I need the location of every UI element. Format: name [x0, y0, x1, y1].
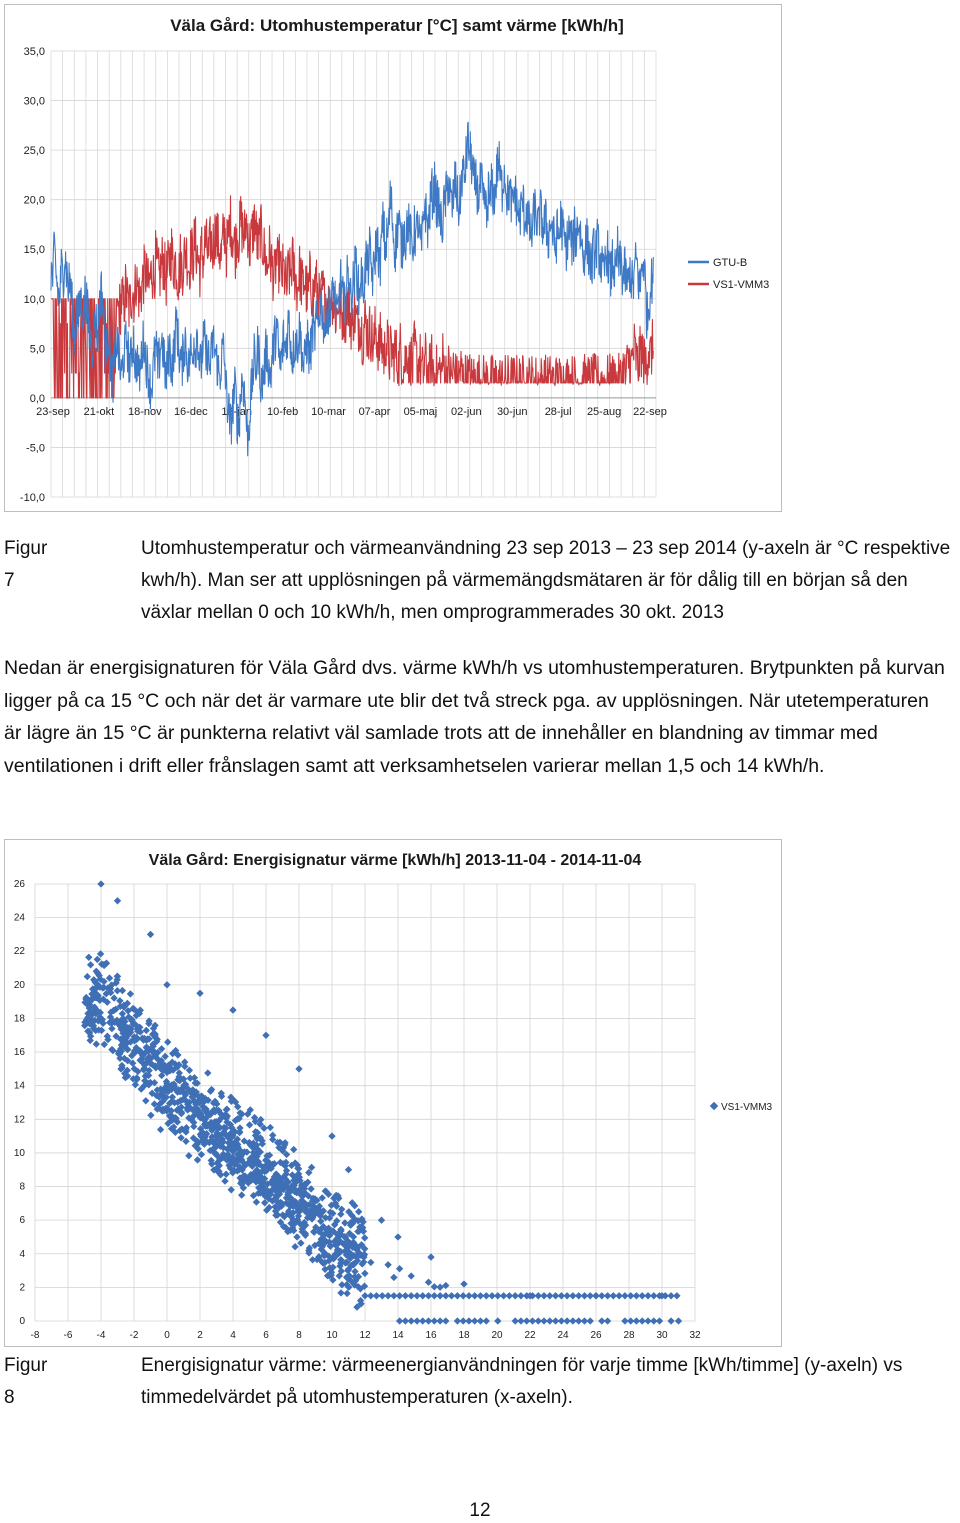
scatter-point	[164, 1038, 171, 1045]
scatter-point	[106, 974, 113, 981]
figure-8-text: Energisignatur värme: värmeenergianvändningen för varje timme [kWh/timme] (y-axeln) vs timmedelvärdet på utomhustemperaturen (x-axeln).	[141, 1355, 903, 1408]
scatter-point	[85, 954, 92, 961]
x-tick-label: 6	[263, 1330, 269, 1341]
legend-label-vs1-vmm3: VS1-VMM3	[713, 279, 770, 291]
x-tick-label: 28-jul	[544, 405, 572, 418]
figure-8-label: Figur 8	[4, 1355, 48, 1408]
x-tick-label: 18-nov	[128, 405, 162, 418]
x-tick-label: 22	[524, 1330, 536, 1341]
scatter-point	[143, 1027, 150, 1034]
temperature-heat-chart-canvas	[5, 5, 783, 513]
scatter-point	[190, 1123, 197, 1130]
x-tick-label: -4	[96, 1330, 106, 1341]
x-tick-label: 8	[296, 1330, 302, 1341]
scatter-point	[228, 1186, 235, 1193]
scatter-point	[87, 961, 94, 968]
scatter-point	[157, 1126, 164, 1133]
y-tick-label: -5,0	[26, 442, 45, 455]
legend-label-vs1-vmm3: VS1-VMM3	[721, 1102, 773, 1113]
scatter-point	[384, 1261, 391, 1268]
scatter-point	[204, 1069, 211, 1076]
scatter-point	[442, 1282, 449, 1289]
scatter-point	[267, 1124, 274, 1131]
scatter-point	[198, 1151, 205, 1158]
y-tick-label: 35,0	[23, 46, 45, 58]
scatter-point	[147, 931, 154, 938]
scatter-point	[667, 1317, 674, 1324]
scatter-point	[236, 1129, 243, 1136]
scatter-point	[394, 1233, 401, 1240]
scatter-point	[361, 1234, 368, 1241]
scatter-point	[187, 1075, 194, 1082]
y-tick-label: 18	[13, 1013, 25, 1025]
y-tick-label: 2	[19, 1282, 25, 1294]
figure-7-text: Utomhustemperatur och värmeanvändning 23 sep 2013 – 23 sep 2014 (y-axeln är °C respektive kwh/h). Man ser att upplösningen på värmemängdsmätaren är för dålig till en början så den växlar mellan 0 och 10 kWh/h, men omprogrammerades 30 okt. 2013	[141, 538, 951, 623]
legend	[710, 1102, 773, 1113]
scatter-point	[675, 1317, 682, 1324]
scatter-point	[604, 1317, 611, 1324]
x-tick-label: 12	[359, 1330, 371, 1341]
x-tick-label: 23-sep	[36, 405, 70, 418]
y-tick-label: 25,0	[23, 145, 45, 158]
scatter-point	[246, 1121, 253, 1128]
y-tick-label: 6	[19, 1215, 25, 1227]
x-axis-ticks	[36, 406, 667, 418]
scatter-point	[223, 1106, 230, 1113]
x-tick-label: 28	[623, 1330, 635, 1341]
y-axis-ticks	[20, 46, 45, 504]
scatter-point	[345, 1166, 352, 1173]
x-tick-label: 14	[392, 1330, 404, 1341]
y-tick-label: 0,0	[29, 392, 45, 405]
legend-marker	[710, 1102, 718, 1110]
scatter-point	[253, 1198, 260, 1205]
scatter-point	[442, 1317, 449, 1324]
x-tick-label: 24	[557, 1330, 569, 1341]
y-tick-label: 14	[13, 1080, 25, 1092]
x-tick-label: 16	[425, 1330, 437, 1341]
y-tick-label: 26	[13, 879, 25, 890]
scatter-point	[293, 1233, 300, 1240]
scatter-point	[196, 990, 203, 997]
y-tick-label: 20	[13, 979, 25, 991]
scatter-point	[390, 1274, 397, 1281]
chart-title: Väla Gård: Utomhustemperatur [°C] samt värme [kWh/h]	[170, 16, 624, 35]
x-tick-label: 13-jan	[221, 405, 252, 418]
scatter-point	[127, 990, 134, 997]
scatter-point	[297, 1239, 304, 1246]
scatter-point	[238, 1191, 245, 1198]
scatter-point	[262, 1032, 269, 1039]
scatter-point	[147, 1112, 154, 1119]
x-tick-label: 32	[689, 1330, 701, 1341]
y-tick-label: 30,0	[23, 95, 45, 108]
y-tick-label: 0	[19, 1316, 25, 1327]
scatter-point	[494, 1317, 501, 1324]
y-tick-label: -10,0	[19, 492, 45, 504]
body-paragraph: Nedan är energisignaturen för Väla Gård dvs. värme kWh/h vs utomhustemperaturen. Brytpunkten på kurvan ligger på ca 15 °C och när det är varmare ute blir det två streck pga. av upplösningen. När utetemperaturen är lägre än 15 °C är punkterna relativt väl samlade trots att de innehåller en blandning av timmar med ventilationen i drift eller frånslagen samt att verksamhetselen varierar mellan 1,5 och 14 kWh/h.	[4, 657, 945, 777]
scatter-point	[378, 1217, 385, 1224]
x-tick-label: 22-sep	[633, 405, 667, 418]
scatter-point	[483, 1317, 490, 1324]
scatter-point	[114, 987, 121, 994]
scatter-point	[87, 1037, 94, 1044]
chart-title: Väla Gård: Energisignatur värme [kWh/h] 2013-11-04 - 2014-11-04	[148, 852, 642, 869]
x-tick-label: 30	[656, 1330, 668, 1341]
legend	[688, 257, 769, 291]
scatter-point	[396, 1265, 403, 1272]
y-tick-label: 10	[13, 1147, 25, 1159]
scatter-point	[673, 1292, 680, 1299]
scatter-point	[163, 981, 170, 988]
legend-label-gtu-b: GTU-B	[713, 257, 748, 269]
x-tick-label: 4	[230, 1330, 236, 1341]
x-axis-ticks	[31, 1330, 701, 1341]
x-tick-label: -2	[129, 1330, 139, 1341]
scatter-point	[592, 1292, 599, 1299]
y-tick-label: 5,0	[29, 343, 45, 356]
x-tick-label: 07-apr	[358, 405, 391, 418]
x-tick-label: 26	[590, 1330, 602, 1341]
scatter-point	[142, 1097, 149, 1104]
y-tick-label: 15,0	[23, 244, 45, 257]
energy-signature-chart	[4, 839, 782, 1347]
x-tick-label: 20	[491, 1330, 503, 1341]
x-tick-label: 16-dec	[173, 405, 208, 418]
x-tick-label: 02-jun	[451, 405, 482, 418]
y-tick-label: 4	[19, 1248, 25, 1260]
energy-signature-chart-canvas	[5, 840, 783, 1348]
y-tick-label: 10,0	[23, 293, 45, 306]
y-tick-label: 22	[13, 946, 25, 958]
x-tick-label: 2	[197, 1330, 203, 1341]
y-tick-label: 12	[13, 1114, 25, 1126]
figure-7-label: Figur 7	[4, 538, 48, 591]
scatter-point	[328, 1132, 335, 1139]
scatter-point	[291, 1243, 298, 1250]
scatter-points	[81, 880, 682, 1324]
scatter-point	[114, 897, 121, 904]
y-tick-label: 16	[13, 1047, 25, 1059]
x-tick-label: 10-mar	[311, 405, 346, 418]
scatter-point	[84, 973, 91, 980]
x-tick-label: -6	[63, 1330, 73, 1341]
y-tick-label: 24	[13, 912, 25, 924]
y-axis-ticks	[14, 879, 26, 1327]
scatter-point	[361, 1270, 368, 1277]
x-tick-label: 05-maj	[403, 405, 438, 418]
x-tick-label: 10-feb	[267, 405, 299, 418]
scatter-point	[93, 1040, 100, 1047]
x-tick-label: 10	[326, 1330, 338, 1341]
scatter-point	[337, 1289, 344, 1296]
y-tick-label: 8	[19, 1181, 25, 1193]
y-tick-label: 20,0	[23, 194, 45, 207]
scatter-point	[97, 880, 104, 887]
scatter-point	[587, 1317, 594, 1324]
x-tick-label: 30-jun	[496, 405, 528, 418]
x-tick-label: 21-okt	[83, 405, 115, 418]
scatter-point	[290, 1146, 297, 1153]
scatter-point	[343, 1290, 350, 1297]
x-tick-label: 25-aug	[586, 405, 622, 418]
scatter-point	[355, 1208, 362, 1215]
scatter-point	[295, 1065, 302, 1072]
scatter-point	[221, 1177, 228, 1184]
scatter-point	[436, 1284, 443, 1291]
x-tick-label: 18	[458, 1330, 470, 1341]
scatter-point	[460, 1280, 467, 1287]
scatter-point	[427, 1253, 434, 1260]
page-number: 12	[469, 1500, 491, 1521]
x-tick-label: -8	[30, 1330, 40, 1341]
scatter-point	[367, 1259, 374, 1266]
x-tick-label: 0	[164, 1330, 170, 1341]
temperature-heat-chart	[4, 4, 782, 512]
scatter-point	[229, 1006, 236, 1013]
scatter-point	[408, 1272, 415, 1279]
